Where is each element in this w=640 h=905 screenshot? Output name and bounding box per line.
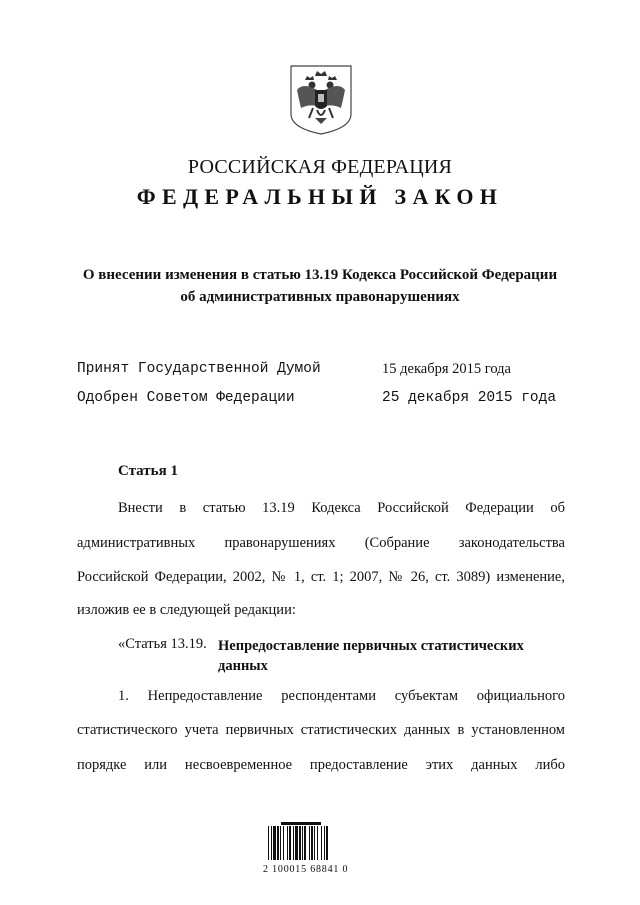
law-title-line: О внесении изменения в статью 13.19 Кодекса Российской Федерации — [82, 267, 558, 283]
adopted-label: Принят Государственной Думой — [77, 361, 321, 377]
russian-coat-of-arms-icon — [287, 62, 355, 136]
paragraph-line: изложив ее в следующей редакции: — [77, 602, 296, 618]
approved-date: 25 декабря 2015 года — [382, 390, 557, 406]
barcode-number: 2 100015 68841 0 — [263, 864, 349, 875]
quoted-article-number: «Статья 13.19. — [118, 636, 207, 652]
law-title-line: об административных правонарушениях — [180, 289, 460, 305]
paragraph-line: 1. Непредоставление респондентами субъектам официального — [118, 688, 565, 704]
paragraph-line: порядке или несвоевременное предоставление этих данных либо — [77, 757, 565, 773]
law-title — [0, 264, 640, 308]
law-type-heading: ФЕДЕРАЛЬНЫЙ ЗАКОН — [136, 184, 504, 209]
paragraph-line: административных правонарушениях (Собрание законодательства — [77, 535, 565, 551]
article-heading: Статья 1 — [118, 463, 178, 479]
quoted-article-title: Непредоставление первичных статистических данных — [218, 638, 524, 674]
adopted-date: 15 декабря 2015 года — [382, 361, 511, 377]
country-name: РОССИЙСКАЯ ФЕДЕРАЦИЯ — [187, 156, 453, 178]
paragraph-line: Российской Федерации, 2002, № 1, ст. 1; 2007, № 26, ст. 3089) изменение, — [77, 569, 565, 585]
approved-label: Одобрен Советом Федерации — [77, 390, 295, 406]
paragraph-line: статистического учета первичных статистических данных в установленном — [77, 722, 565, 738]
barcode-icon — [267, 822, 349, 862]
paragraph-line: Внести в статью 13.19 Кодекса Российской Федерации об — [118, 500, 565, 516]
